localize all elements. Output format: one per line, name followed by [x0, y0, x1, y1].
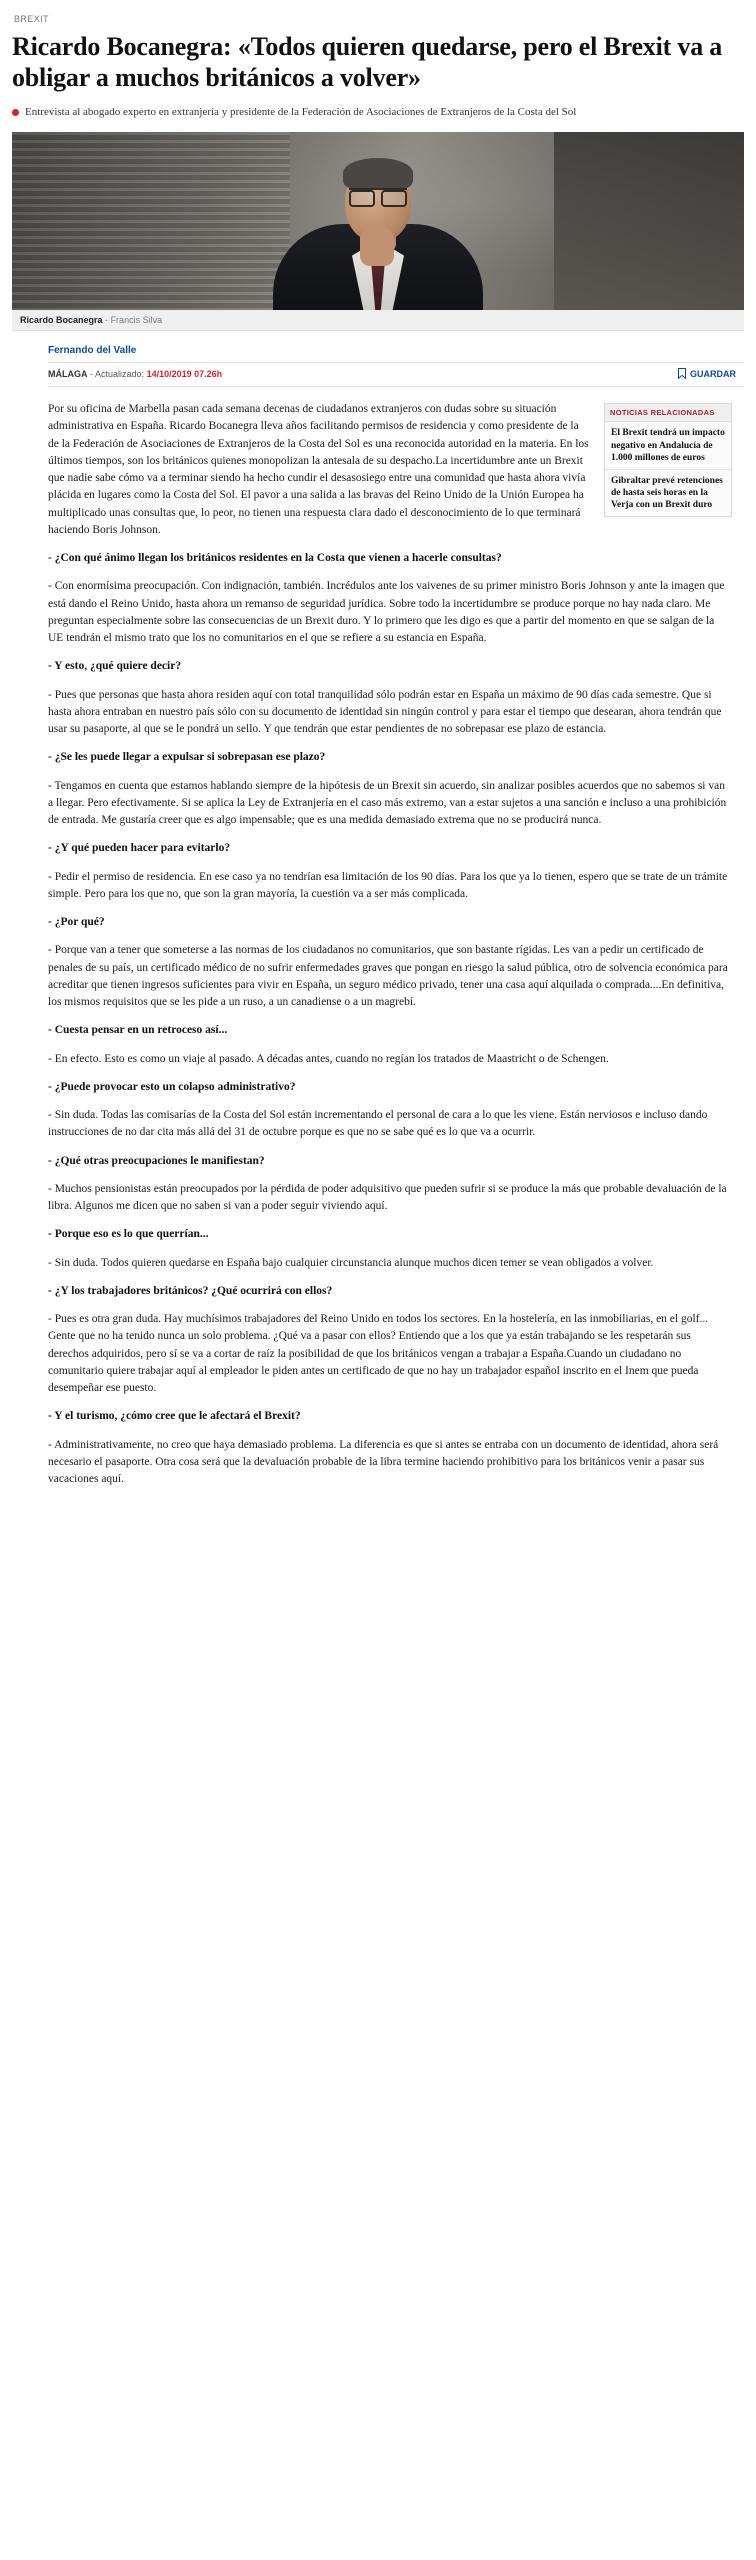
answer-8: - Muchos pensionistas están preocupados por la pérdida de poder adquisitivo que pueden sufrir si se produce la más que probable devaluación de la libra. Algunos me dicen que no saben si van a poder seguir viviendo aquí.: [48, 1182, 727, 1213]
bullet-dot-icon: [12, 109, 19, 116]
answer-9: - Sin duda. Todos quieren quedarse en España bajo cualquier circunstancia alunque muchos dicen temer se vean obligados a volver.: [48, 1256, 654, 1269]
byline-author[interactable]: Fernando del Valle: [48, 345, 137, 357]
save-button-label: GUARDAR: [690, 368, 736, 379]
photo-caption-separator: -: [105, 315, 109, 326]
question-1: - ¿Con qué ánimo llegan los británicos residentes en la Costa que vienen a hacerle consultas?: [48, 552, 502, 565]
meta-left-group: [48, 369, 222, 379]
glasses-icon: [349, 188, 407, 202]
meta-updated-label: Actualizado:: [95, 368, 145, 379]
subheadline-row: [12, 105, 744, 120]
question-8: - ¿Qué otras preocupaciones le manifiestan?: [48, 1154, 265, 1167]
article-meta: [48, 362, 744, 387]
question-10: - ¿Y los trabajadores británicos? ¿Qué ocurrirá con ellos?: [48, 1284, 333, 1297]
meta-separator: -: [90, 368, 94, 379]
subject-hand: [360, 226, 394, 266]
bookmark-icon: [678, 368, 686, 379]
answer-3: - Tengamos en cuenta que estamos hablando siempre de la hipótesis de un Brexit sin acuerdo, sin analizar posibles acuerdos que no sabemos si van a llegar. Pero efectivamente. Si se aplica la Ley de Extranjería en el caso más extremo, van a estar sujetos a una sanción e incluso a una prohibición de entrada. Me gustaría creer que es algo impensable; que es una medida demasiado extrema que no se producirá nunca.: [48, 779, 727, 827]
article-body: [48, 401, 732, 1499]
article-figure: [12, 132, 744, 331]
photo-caption-credit: Francis Silva: [110, 315, 163, 326]
related-news-item-1[interactable]: El Brexit tendrá un impacto negativo en Andalucía de 1.000 millones de euros: [605, 422, 731, 469]
lead-paragraph: Por su oficina de Marbella pasan cada semana decenas de ciudadanos extranjeros con dudas sobre su situación administrativa en España. Ricardo Bocanegra lleva años facilitando permisos de residencia y como presidente de la de la Federación de Asociaciones de Extranjeros de la Costa del Sol es una reconocida autoridad en la materia. En los últimos tiempos, son los británicos quienes monopolizan la antesala de su despacho.La incertidumbre ante un Brexit que nadie sabe cómo va a terminar siendo ha hecho cundir el desasosiego entre una comunidad que hasta ahora vivía plácida en lugares como la Costa del Sol. El pavor a una salida a las bravas del Reino Unido de la Unión Europea ha multiplicado unas consultas que, lo peor, no tienen una respuesta clara dado el desconocimiento de lo que terminará haciendo Boris Johnson.: [48, 403, 589, 536]
page-title: Ricardo Bocanegra: «Todos quieren quedarse, pero el Brexit va a obligar a muchos británicos a volver»: [12, 32, 723, 92]
save-button[interactable]: [678, 368, 736, 379]
answer-5: - Porque van a tener que someterse a las normas de los ciudadanos no comunitarios, que son bastante rígidas. Les van a pedir un certificado de penales de su país, un certificado médico de no sufrir enfermedades graves que pongan en riesgo la salud pública, otro de solvencia económica para acreditar que tienen ingresos suficientes para vivir en España, un seguro médico privado, tener una casa aquí alquilada o comprada....En definitiva, los mismos requisitos que se les pide a un ruso, a un canadiense o a un magrebí.: [48, 944, 728, 1009]
question-7: - ¿Puede provocar esto un colapso administrativo?: [48, 1080, 296, 1093]
answer-1: - Con enormísima preocupación. Con indignación, también. Incrédulos ante los vaivenes de su primer ministro Boris Johnson y ante la imagen que está dando el Reino Unido, hasta ahora un remanso de seguridad jurídica. Sobre todo la incertidumbre se produce porque no hay nada claro. Me preguntan especialmente sobre las consecuencias de un Brexit duro. Y lo primero que les digo es que a partir del momento en que se salgan de la UE tendrán el mismo trato que los no comunitarios en el que se refiere a su estancia en España.: [48, 580, 725, 645]
meta-place: MÁLAGA: [48, 368, 88, 379]
answer-4: - Pedir el permiso de residencia. En ese caso ya no tendrían esa limitación de los 90 días. Para los que ya lo tienen, espero que se trate de un trámite simple. Pero para los que no, que son la gran mayoría, la cuestión va a ser más complicada.: [48, 870, 728, 900]
article-photo: [12, 132, 744, 310]
answer-2: - Pues que personas que hasta ahora residen aquí con total tranquilidad sólo podrán estar en España un máximo de 90 días cada semestre. Que si hasta ahora entraban en nuestro país sólo con su documento de identidad sin ningún control y para estar el tiempo que desearan, ahora tendrán que usar su pasaporte, al que se le pondrá un sello. Y que tendrán que estar pendientes de no sobrepasar ese plazo de estancia.: [48, 688, 722, 736]
answer-10: - Pues es otra gran duda. Hay muchísimos trabajadores del Reino Unido en todos los sectores. En la hostelería, en las inmobiliarias, en el golf... Gente que no ha tenido nunca un solo problema. ¿Qué va a pasar con ellos? Entiendo que a los que ya están trabajando se les respetarán sus derechos adquiridos, pero sí se va a cortar de raíz la posibilidad de que los británicos vengan a trabajar a España.Cuando un ciudadano no comunitario quiere trabajar aquí al empleador le piden antes un certificado de que no hay un trabajador español inscrito en el Inem que pueda desempeñar ese puesto.: [48, 1313, 709, 1395]
question-11: - Y el turismo, ¿cómo cree que le afectará el Brexit?: [48, 1410, 301, 1423]
related-news-title: NOTICIAS RELACIONADAS: [605, 404, 731, 422]
answer-11: - Administrativamente, no creo que haya demasiado problema. La diferencia es que si antes se entraba con un documento de identidad, ahora será necesario el pasaporte. Otra cosa será que la devaluación probable de la libra termine haciendo prohibitivo para los británicos venir a pasar sus vacaciones aquí.: [48, 1438, 719, 1486]
section-kicker[interactable]: BREXIT: [14, 14, 49, 24]
answer-6: - En efecto. Esto es como un viaje al pasado. A décadas antes, cuando no regían los tratados de Maastricht o de Schengen.: [48, 1052, 609, 1065]
question-4: - ¿Y qué pueden hacer para evitarlo?: [48, 842, 231, 855]
answer-7: - Sin duda. Todas las comisarías de la Costa del Sol están incrementando el personal de cara a lo que les viene. Están nerviosos e incluso dando instrucciones de no dar cita más allá del 31 de octubre porque es que no se sabe qué es lo que va a ocurrir.: [48, 1109, 708, 1139]
photo-caption-name: Ricardo Bocanegra: [20, 315, 103, 326]
photo-subject: [263, 160, 493, 310]
related-news-item-2[interactable]: Gibraltar prevé retenciones de hasta seis horas en la Verja con un Brexit duro: [611, 475, 723, 511]
question-6: - Cuesta pensar en un retroceso así...: [48, 1024, 228, 1037]
subheadline: Entrevista al abogado experto en extranjería y presidente de la Federación de Asociaciones de Extranjeros de la Costa del Sol: [25, 106, 577, 119]
meta-date: 14/10/2019 07.26h: [146, 368, 223, 379]
photo-caption: [12, 310, 744, 331]
question-9: - Porque eso es lo que querrían...: [48, 1228, 209, 1241]
question-2: - Y esto, ¿qué quiere decir?: [48, 660, 182, 673]
photo-right-panel: [554, 132, 744, 310]
question-3: - ¿Se les puede llegar a expulsar si sobrepasan ese plazo?: [48, 751, 326, 764]
related-news-box: [604, 403, 732, 517]
subject-hair: [343, 158, 413, 188]
photo-blinds: [12, 132, 290, 310]
related-news-list: [605, 422, 731, 516]
question-5: - ¿Por qué?: [48, 916, 105, 929]
